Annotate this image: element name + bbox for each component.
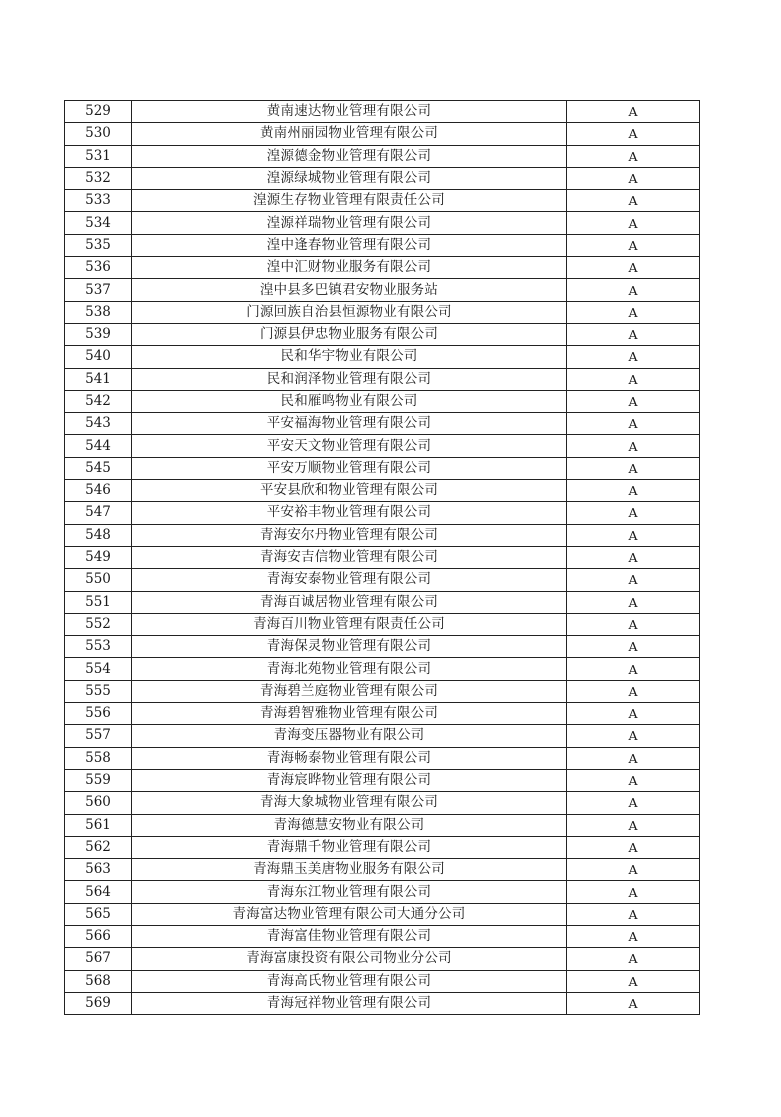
row-number-cell: 538	[65, 301, 132, 323]
table-row	[65, 190, 700, 212]
row-number-cell: 544	[65, 435, 132, 457]
row-number-cell: 551	[65, 591, 132, 613]
company-name-cell: 青海大象城物业管理有限公司	[132, 792, 567, 814]
company-name-cell: 青海畅泰物业管理有限公司	[132, 747, 567, 769]
row-number-cell: 569	[65, 992, 132, 1014]
company-name-cell: 青海鼎玉美唐物业服务有限公司	[132, 859, 567, 881]
company-name-cell: 青海北苑物业管理有限公司	[132, 658, 567, 680]
company-name-cell: 青海富康投资有限公司物业分公司	[132, 948, 567, 970]
table-row	[65, 480, 700, 502]
company-name-cell: 青海百诚居物业管理有限公司	[132, 591, 567, 613]
table-row	[65, 792, 700, 814]
grade-cell: A	[567, 680, 700, 702]
table-row	[65, 613, 700, 635]
company-name-cell: 平安天文物业管理有限公司	[132, 435, 567, 457]
row-number-cell: 568	[65, 970, 132, 992]
table-row	[65, 859, 700, 881]
row-number-cell: 563	[65, 859, 132, 881]
row-number-cell: 566	[65, 925, 132, 947]
table-row	[65, 301, 700, 323]
table-row	[65, 569, 700, 591]
grade-cell: A	[567, 390, 700, 412]
table-row	[65, 970, 700, 992]
grade-cell: A	[567, 970, 700, 992]
grade-cell: A	[567, 457, 700, 479]
grade-cell: A	[567, 792, 700, 814]
table-row	[65, 836, 700, 858]
row-number-cell: 562	[65, 836, 132, 858]
grade-cell: A	[567, 167, 700, 189]
grade-cell: A	[567, 747, 700, 769]
table-row	[65, 368, 700, 390]
table-row	[65, 591, 700, 613]
row-number-cell: 539	[65, 323, 132, 345]
table-row	[65, 390, 700, 412]
company-name-cell: 湟源德金物业管理有限公司	[132, 145, 567, 167]
table-row	[65, 279, 700, 301]
row-number-cell: 546	[65, 480, 132, 502]
company-name-cell: 青海宸晔物业管理有限公司	[132, 769, 567, 791]
table-row	[65, 346, 700, 368]
row-number-cell: 559	[65, 769, 132, 791]
company-name-cell: 黄南速达物业管理有限公司	[132, 101, 567, 123]
grade-cell: A	[567, 301, 700, 323]
row-number-cell: 542	[65, 390, 132, 412]
row-number-cell: 543	[65, 413, 132, 435]
grade-cell: A	[567, 212, 700, 234]
grade-cell: A	[567, 123, 700, 145]
company-name-cell: 青海冠祥物业管理有限公司	[132, 992, 567, 1014]
grade-cell: A	[567, 992, 700, 1014]
company-name-cell: 湟源绿城物业管理有限公司	[132, 167, 567, 189]
row-number-cell: 532	[65, 167, 132, 189]
row-number-cell: 541	[65, 368, 132, 390]
table-row	[65, 881, 700, 903]
row-number-cell: 553	[65, 636, 132, 658]
row-number-cell: 547	[65, 502, 132, 524]
company-name-cell: 青海鼎千物业管理有限公司	[132, 836, 567, 858]
grade-cell: A	[567, 903, 700, 925]
company-name-cell: 青海德慧安物业有限公司	[132, 814, 567, 836]
table-row	[65, 680, 700, 702]
company-name-cell: 民和润泽物业管理有限公司	[132, 368, 567, 390]
company-name-cell: 青海变压器物业有限公司	[132, 725, 567, 747]
grade-cell: A	[567, 569, 700, 591]
table-row	[65, 903, 700, 925]
company-name-cell: 青海高氏物业管理有限公司	[132, 970, 567, 992]
grade-cell: A	[567, 524, 700, 546]
grade-cell: A	[567, 613, 700, 635]
company-name-cell: 青海碧智雅物业管理有限公司	[132, 703, 567, 725]
table-row	[65, 413, 700, 435]
property-company-table	[64, 100, 700, 1015]
table-row	[65, 234, 700, 256]
grade-cell: A	[567, 546, 700, 568]
table-row	[65, 658, 700, 680]
row-number-cell: 557	[65, 725, 132, 747]
company-name-cell: 门源回族自治县恒源物业有限公司	[132, 301, 567, 323]
table-row	[65, 145, 700, 167]
table-row	[65, 546, 700, 568]
company-name-cell: 青海东江物业管理有限公司	[132, 881, 567, 903]
company-name-cell: 黄南州丽园物业管理有限公司	[132, 123, 567, 145]
company-name-cell: 平安裕丰物业管理有限公司	[132, 502, 567, 524]
table-row	[65, 435, 700, 457]
grade-cell: A	[567, 346, 700, 368]
company-name-cell: 湟源祥瑞物业管理有限公司	[132, 212, 567, 234]
table-row	[65, 636, 700, 658]
company-name-cell: 青海富达物业管理有限公司大通分公司	[132, 903, 567, 925]
grade-cell: A	[567, 435, 700, 457]
row-number-cell: 555	[65, 680, 132, 702]
company-name-cell: 平安万顺物业管理有限公司	[132, 457, 567, 479]
row-number-cell: 535	[65, 234, 132, 256]
company-name-cell: 青海保灵物业管理有限公司	[132, 636, 567, 658]
table-row	[65, 747, 700, 769]
row-number-cell: 531	[65, 145, 132, 167]
grade-cell: A	[567, 502, 700, 524]
grade-cell: A	[567, 101, 700, 123]
table-row	[65, 123, 700, 145]
row-number-cell: 534	[65, 212, 132, 234]
row-number-cell: 529	[65, 101, 132, 123]
table-body	[65, 101, 700, 1015]
grade-cell: A	[567, 703, 700, 725]
grade-cell: A	[567, 323, 700, 345]
table-row	[65, 167, 700, 189]
grade-cell: A	[567, 279, 700, 301]
row-number-cell: 560	[65, 792, 132, 814]
table-row	[65, 925, 700, 947]
table-row	[65, 101, 700, 123]
grade-cell: A	[567, 145, 700, 167]
grade-cell: A	[567, 948, 700, 970]
company-name-cell: 青海百川物业管理有限责任公司	[132, 613, 567, 635]
row-number-cell: 564	[65, 881, 132, 903]
grade-cell: A	[567, 925, 700, 947]
row-number-cell: 549	[65, 546, 132, 568]
grade-cell: A	[567, 234, 700, 256]
table-row	[65, 323, 700, 345]
grade-cell: A	[567, 591, 700, 613]
grade-cell: A	[567, 257, 700, 279]
company-name-cell: 湟中县多巴镇君安物业服务站	[132, 279, 567, 301]
row-number-cell: 556	[65, 703, 132, 725]
grade-cell: A	[567, 190, 700, 212]
grade-cell: A	[567, 881, 700, 903]
row-number-cell: 552	[65, 613, 132, 635]
row-number-cell: 565	[65, 903, 132, 925]
company-name-cell: 湟中逢春物业管理有限公司	[132, 234, 567, 256]
table-row	[65, 992, 700, 1014]
grade-cell: A	[567, 368, 700, 390]
table-row	[65, 502, 700, 524]
grade-cell: A	[567, 480, 700, 502]
row-number-cell: 537	[65, 279, 132, 301]
table-row	[65, 257, 700, 279]
company-name-cell: 民和华宇物业有限公司	[132, 346, 567, 368]
table-row	[65, 457, 700, 479]
table-row	[65, 725, 700, 747]
grade-cell: A	[567, 725, 700, 747]
table-row	[65, 524, 700, 546]
grade-cell: A	[567, 658, 700, 680]
company-name-cell: 青海富佳物业管理有限公司	[132, 925, 567, 947]
table-row	[65, 814, 700, 836]
row-number-cell: 536	[65, 257, 132, 279]
company-name-cell: 青海安吉信物业管理有限公司	[132, 546, 567, 568]
company-name-cell: 平安县欣和物业管理有限公司	[132, 480, 567, 502]
row-number-cell: 548	[65, 524, 132, 546]
row-number-cell: 530	[65, 123, 132, 145]
company-name-cell: 青海安尔丹物业管理有限公司	[132, 524, 567, 546]
company-name-cell: 平安福海物业管理有限公司	[132, 413, 567, 435]
table-row	[65, 703, 700, 725]
row-number-cell: 540	[65, 346, 132, 368]
row-number-cell: 545	[65, 457, 132, 479]
company-name-cell: 青海碧兰庭物业管理有限公司	[132, 680, 567, 702]
company-name-cell: 湟中汇财物业服务有限公司	[132, 257, 567, 279]
grade-cell: A	[567, 836, 700, 858]
row-number-cell: 561	[65, 814, 132, 836]
grade-cell: A	[567, 636, 700, 658]
grade-cell: A	[567, 413, 700, 435]
row-number-cell: 554	[65, 658, 132, 680]
grade-cell: A	[567, 814, 700, 836]
grade-cell: A	[567, 769, 700, 791]
row-number-cell: 533	[65, 190, 132, 212]
row-number-cell: 558	[65, 747, 132, 769]
table-row	[65, 948, 700, 970]
company-name-cell: 门源县伊忠物业服务有限公司	[132, 323, 567, 345]
company-name-cell: 民和雁鸣物业有限公司	[132, 390, 567, 412]
table-row	[65, 212, 700, 234]
grade-cell: A	[567, 859, 700, 881]
row-number-cell: 550	[65, 569, 132, 591]
company-name-cell: 青海安泰物业管理有限公司	[132, 569, 567, 591]
table-row	[65, 769, 700, 791]
row-number-cell: 567	[65, 948, 132, 970]
company-name-cell: 湟源生存物业管理有限责任公司	[132, 190, 567, 212]
